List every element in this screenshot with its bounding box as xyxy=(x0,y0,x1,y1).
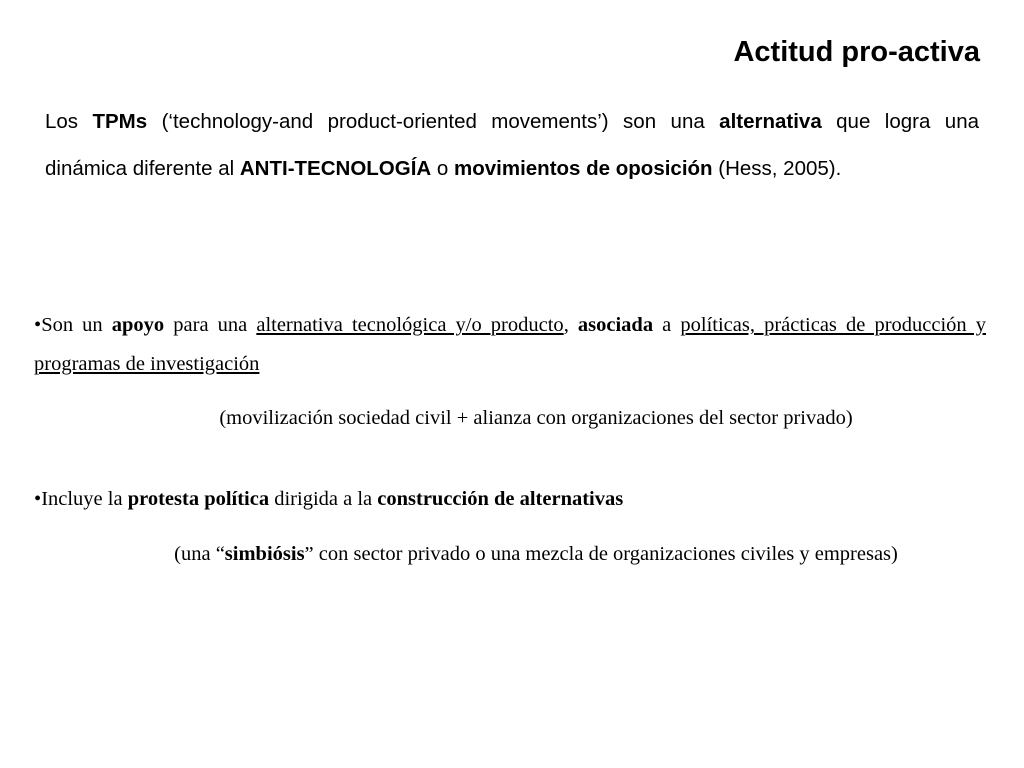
bullet-text: Incluye la xyxy=(41,488,128,510)
bullet-text: para una xyxy=(164,314,257,336)
bullet-bold-protesta: protesta política xyxy=(127,488,270,510)
bullet-protesta-note xyxy=(138,534,934,574)
intro-bold-alternativa: alternativa xyxy=(719,110,822,133)
note-text: ” con sector privado o una mezcla de organizaciones civiles y empresas) xyxy=(304,543,898,565)
bullet-bold-construccion: construcción de alternativas xyxy=(377,488,624,510)
note-text: (una “ xyxy=(174,543,225,565)
intro-text: Los xyxy=(45,110,93,133)
bullet-underline-politicas: políticas, prácticas de producción y programas de investigación xyxy=(34,314,987,375)
bullet-text: Son un xyxy=(41,314,112,336)
intro-text: o xyxy=(431,157,454,180)
intro-text: que logra una dinámica diferente al xyxy=(45,110,980,180)
bullet-underline-alternativa: alternativa tecnológica y/o producto xyxy=(256,314,564,336)
intro-bold-anti-tecnologia: ANTI-TECNOLOGÍA xyxy=(239,157,432,180)
bullet-text: , xyxy=(563,314,578,336)
bullet-text: dirigida a la xyxy=(269,488,378,510)
intro-bold-tpms: TPMs xyxy=(92,110,148,133)
bullet-apoyo xyxy=(34,306,986,384)
bullet-protesta xyxy=(34,480,986,519)
intro-bold-movimientos: movimientos de oposición xyxy=(454,157,713,180)
intro-text: (‘technology-and product-oriented movements’) son una xyxy=(147,110,720,133)
intro-text: (Hess, 2005). xyxy=(712,157,842,180)
intro-paragraph xyxy=(45,98,979,192)
note-bold-simbiosis: simbiósis xyxy=(224,543,305,565)
slide-title: Actitud pro-activa xyxy=(733,36,980,68)
bullet-marker: • xyxy=(34,488,42,510)
bullet-apoyo-note: (movilización sociedad civil + alianza con organizaciones del sector privado) xyxy=(219,407,853,429)
bullet-bold-apoyo: apoyo xyxy=(111,314,165,336)
bullet-marker: • xyxy=(34,314,42,336)
bullet-text: a xyxy=(653,314,681,336)
bullet-bold-asociada: asociada xyxy=(577,314,654,336)
